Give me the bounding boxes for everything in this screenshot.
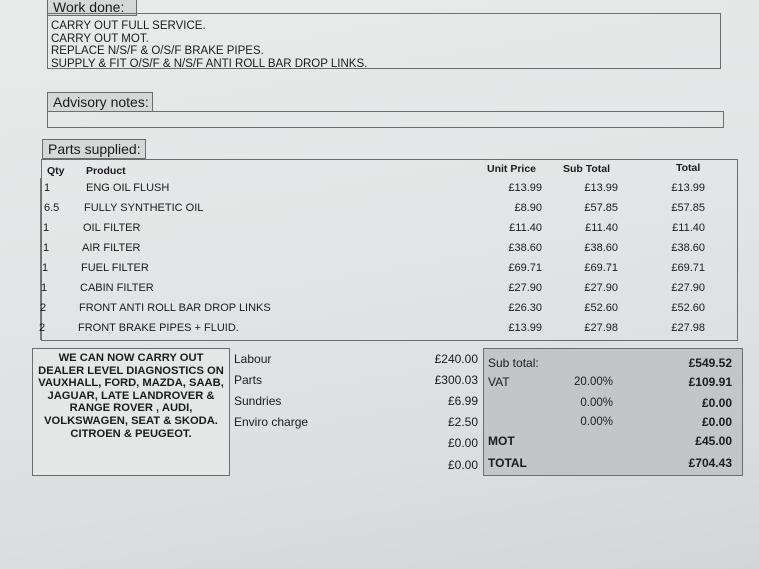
- part-qty: 1: [42, 262, 49, 274]
- part-unit-price: £11.40: [509, 222, 542, 234]
- part-unit-price: £13.99: [508, 182, 542, 194]
- part-total: £11.40: [672, 222, 705, 234]
- charge-value: £0.00: [447, 436, 478, 450]
- part-unit-price: £38.60: [508, 242, 542, 254]
- part-qty: 1: [44, 182, 51, 194]
- diagnostics-notice: [32, 348, 230, 476]
- parts-title: Parts supplied:: [48, 141, 141, 157]
- advisory-box: [47, 111, 724, 128]
- charge-value: £0.00: [447, 458, 478, 472]
- part-product: FRONT BRAKE PIPES + FLUID.: [78, 322, 239, 334]
- part-unit-price: £26.30: [508, 302, 542, 314]
- charge-label: Sundries: [234, 394, 282, 408]
- total-value: £109.91: [688, 375, 732, 389]
- col-unit-price: Unit Price: [487, 163, 537, 175]
- total-value: £704.43: [688, 456, 732, 470]
- total-value: £0.00: [701, 396, 732, 410]
- total-value: £549.52: [688, 356, 732, 370]
- work-line: REPLACE N/S/F & O/S/F BRAKE PIPES.: [51, 45, 264, 58]
- part-total: £27.90: [671, 282, 705, 294]
- col-total: Total: [676, 162, 701, 174]
- part-qty: 2: [39, 322, 46, 334]
- part-qty: 1: [43, 242, 50, 254]
- advisory-title: Advisory notes:: [53, 94, 149, 110]
- part-sub-total: £13.99: [584, 182, 618, 194]
- part-sub-total: £69.71: [584, 262, 618, 274]
- work-line: SUPPLY & FIT O/S/F & N/S/F ANTI ROLL BAR DROP LINKS.: [51, 57, 368, 70]
- charge-label: Parts: [234, 373, 263, 387]
- part-sub-total: £52.60: [584, 302, 618, 314]
- part-qty: 1: [43, 222, 50, 234]
- charge-value: £6.99: [447, 394, 478, 408]
- total-rate: 0.00%: [580, 416, 613, 428]
- part-product: AIR FILTER: [82, 242, 141, 254]
- part-sub-total: £27.98: [584, 322, 618, 334]
- part-sub-total: £11.40: [585, 222, 618, 234]
- total-rate: 20.00%: [573, 376, 613, 388]
- total-label: MOT: [488, 434, 515, 448]
- part-unit-price: £69.71: [508, 262, 542, 274]
- qty-divider: [40, 178, 41, 340]
- total-rate: 0.00%: [580, 397, 613, 409]
- col-qty: Qty: [47, 165, 65, 177]
- part-qty: 1: [41, 282, 48, 294]
- work-line: CARRY OUT MOT.: [51, 32, 149, 45]
- part-total: £27.98: [671, 322, 705, 334]
- charge-label: Enviro charge: [234, 415, 309, 429]
- part-qty: 6.5: [44, 202, 60, 214]
- part-sub-total: £38.60: [584, 242, 618, 254]
- charge-value: £300.03: [434, 373, 478, 387]
- col-product: Product: [86, 165, 126, 177]
- part-total: £13.99: [671, 182, 705, 194]
- part-total: £69.71: [671, 262, 705, 274]
- part-product: FRONT ANTI ROLL BAR DROP LINKS: [79, 302, 271, 314]
- part-product: ENG OIL FLUSH: [86, 182, 170, 194]
- total-value: £45.00: [695, 434, 732, 448]
- part-total: £52.60: [671, 302, 705, 314]
- col-sub-total: Sub Total: [563, 163, 611, 175]
- advisory-header: [47, 92, 153, 112]
- part-total: £57.85: [671, 202, 705, 214]
- part-product: FUEL FILTER: [81, 262, 149, 274]
- total-value: £0.00: [701, 415, 732, 429]
- part-sub-total: £27.90: [584, 282, 618, 294]
- part-unit-price: £27.90: [508, 282, 542, 294]
- part-unit-price: £13.99: [508, 322, 542, 334]
- total-label: VAT: [488, 375, 510, 389]
- part-unit-price: £8.90: [514, 202, 542, 214]
- part-total: £38.60: [671, 242, 705, 254]
- work-line: CARRY OUT FULL SERVICE.: [51, 20, 206, 32]
- charge-value: £2.50: [447, 415, 478, 429]
- total-label: TOTAL: [488, 456, 527, 470]
- work-done-title: Work done:: [53, 0, 125, 15]
- charge-value: £240.00: [434, 352, 478, 366]
- part-qty: 2: [40, 302, 47, 314]
- part-product: CABIN FILTER: [80, 282, 154, 294]
- parts-header: [42, 139, 146, 159]
- part-product: FULLY SYNTHETIC OIL: [84, 202, 204, 214]
- total-label: Sub total:: [488, 356, 539, 370]
- work-done-box: [47, 13, 721, 69]
- diagnostics-text: WE CAN NOW CARRY OUT DEALER LEVEL DIAGNOSTICS ON VAUXHALL, FORD, MAZDA, SAAB, JAGUAR, LATE LANDROVER & RANGE ROVER , AUDI, VOLKSWAGEN, SEAT & SKODA. CITROEN & PEUGEOT.: [38, 352, 224, 440]
- part-product: OIL FILTER: [83, 222, 141, 234]
- charge-label: Labour: [234, 352, 272, 366]
- part-sub-total: £57.85: [584, 202, 618, 214]
